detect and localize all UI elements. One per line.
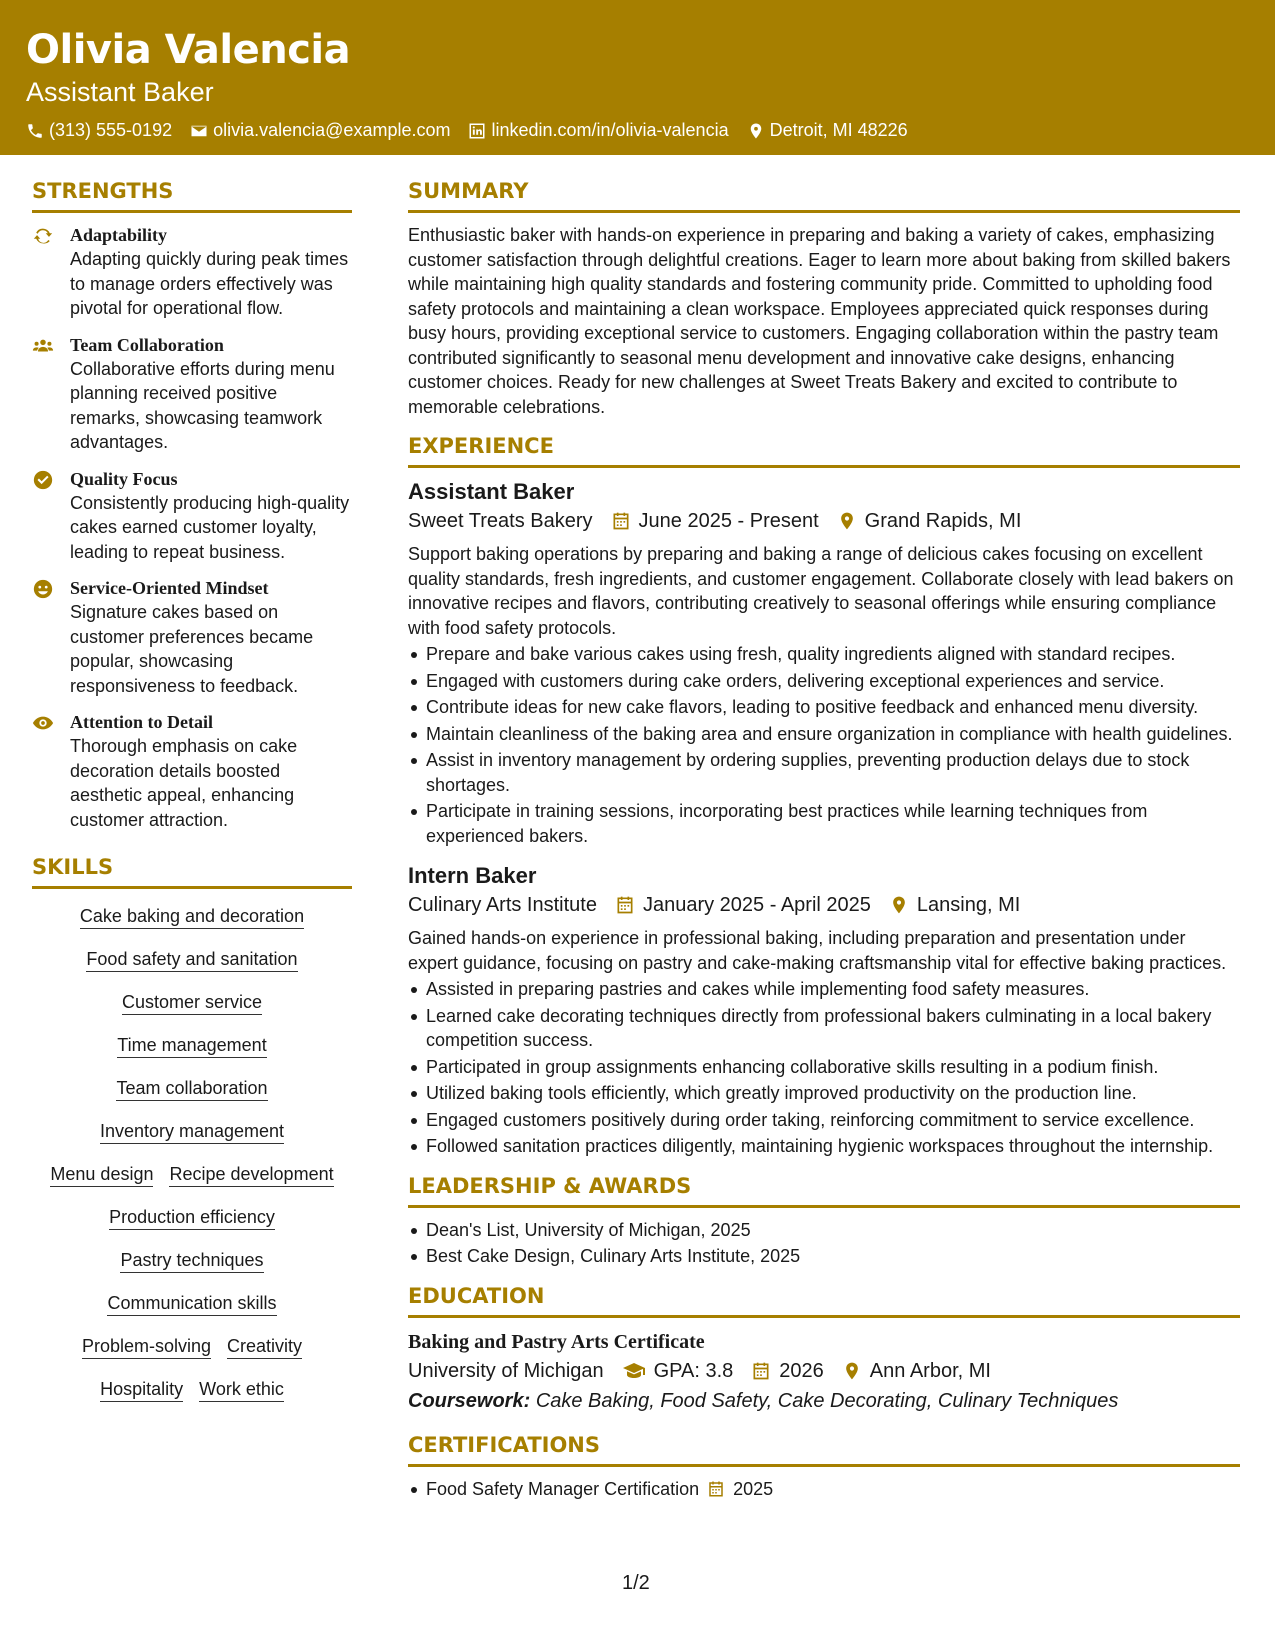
calendar-icon: [615, 895, 635, 915]
skill-tag: Food safety and sanitation: [86, 948, 297, 972]
gpa-text: GPA: 3.8: [653, 1359, 734, 1382]
strength-item: [32, 576, 352, 698]
contact-bar: [26, 120, 1275, 141]
summary-text: Enthusiastic baker with hands-on experience in preparing and baking a variety of cakes, emphasizing customer satisfaction through delightful creations. Eager to learn more about baking from skilled bakers while maintaining high quality standards and fostering community pride. Committed to upholding food safety protocols and maintaining a clean workspace. Employees appreciated quick responses during busy hours, providing exceptional service to customers. Engaging collaboration within the pastry team contributed significantly to seasonal menu development and innovative cake designs, enhancing customer choices. Ready for new challenges at Sweet Treats Bakery and excited to contribute to memorable celebrations.: [408, 225, 1231, 417]
certifications-list: [408, 1477, 1240, 1502]
job-bullet: Assist in inventory management by ordering supplies, preventing production delays due to stock shortages.: [408, 748, 1240, 797]
email-text: olivia.valencia@example.com: [213, 120, 451, 140]
page-number: 1/2: [622, 1572, 650, 1594]
skill-tag: Hospitality: [100, 1378, 183, 1402]
skills-list: [32, 899, 352, 1421]
skill-row: [100, 1378, 284, 1402]
check-circle-icon: [32, 467, 70, 565]
dates-text: June 2025 - Present: [638, 510, 819, 532]
job-bullet: Engaged with customers during cake orders, delivering exceptional experiences and service.: [408, 669, 1240, 694]
job-bullets: [408, 642, 1240, 848]
award-item: Best Cake Design, Culinary Arts Institute, 2025: [408, 1244, 1240, 1269]
phone-icon: [26, 122, 44, 140]
job-description: Support baking operations by preparing and baking a range of delicious cakes focusing on excellent quality standards, fresh ingredients, and customer engagement. Collaborate closely with lead bakers on innovative recipes and flavors, contributing creatively to seasonal offerings while ensuring compliance with food safety protocols.: [408, 544, 1234, 638]
right-column: [408, 178, 1240, 1515]
linkedin-icon: [468, 122, 486, 140]
phone-text: (313) 555-0192: [49, 120, 173, 140]
team-icon: [32, 333, 70, 455]
education-gpa: [622, 1356, 734, 1386]
education-degree: Baking and Pastry Arts Certificate: [408, 1330, 705, 1353]
contact-phone[interactable]: [26, 120, 172, 141]
leadership-heading: LEADERSHIP & AWARDS: [408, 1173, 1240, 1208]
summary-heading: SUMMARY: [408, 178, 1240, 213]
edu-location-text: Ann Arbor, MI: [869, 1359, 991, 1382]
leadership-list: [408, 1218, 1240, 1269]
strength-title: Quality Focus: [70, 468, 178, 489]
company-text: Culinary Arts Institute: [408, 894, 597, 916]
company-text: Sweet Treats Bakery: [408, 510, 593, 532]
skills-heading: SKILLS: [32, 854, 352, 889]
education-location: [842, 1356, 991, 1386]
strength-title: Adaptability: [70, 225, 168, 245]
certifications-heading: CERTIFICATIONS: [408, 1432, 1240, 1467]
job-description: Gained hands-on experience in professional baking, including preparation and presentation under expert guidance, focusing on pastry and cake-making craftsmanship vital for effective baking practices.: [408, 928, 1227, 973]
map-pin-icon: [842, 1361, 862, 1381]
skill-row: [117, 1034, 266, 1058]
job-dates: [615, 890, 871, 920]
job-bullets: [408, 977, 1240, 1159]
candidate-name: Olivia Valencia: [26, 27, 351, 73]
education-school: [408, 1356, 604, 1386]
skill-tag: Production efficiency: [109, 1206, 275, 1230]
job-bullet: Contribute ideas for new cake flavors, leading to positive feedback and enhanced menu diversity.: [408, 695, 1240, 720]
strength-desc: Adapting quickly during peak times to manage orders effectively was pivotal for operational flow.: [70, 249, 349, 318]
strength-item: [32, 467, 352, 565]
map-pin-icon: [889, 895, 909, 915]
job-location-text: Lansing, MI: [916, 894, 1021, 916]
skill-row: [100, 1120, 284, 1144]
education-heading: EDUCATION: [408, 1283, 1240, 1318]
skill-row: [107, 1292, 276, 1316]
skill-row: [109, 1206, 275, 1230]
skill-row: [50, 1163, 333, 1187]
job-location-text: Grand Rapids, MI: [864, 510, 1022, 532]
skill-tag: Work ethic: [199, 1378, 284, 1402]
strength-item: [32, 333, 352, 455]
strengths-list: [32, 223, 352, 832]
calendar-icon: [611, 511, 631, 531]
smile-icon: [32, 576, 70, 698]
job-location: [837, 506, 1022, 536]
school-text: University of Michigan: [408, 1359, 604, 1382]
coursework: [408, 1386, 1240, 1416]
map-pin-icon: [837, 511, 857, 531]
graduation-cap-icon: [622, 1359, 646, 1383]
coursework-label: Coursework:: [408, 1389, 531, 1412]
skill-tag: Pastry techniques: [120, 1249, 263, 1273]
job-title: Assistant Baker: [408, 479, 575, 504]
skill-row: [122, 991, 262, 1015]
job-meta: [408, 506, 1240, 536]
job-bullet: Learned cake decorating techniques directly from professional bakers culminating in a local bakery competition success.: [408, 1004, 1240, 1053]
job-bullet: Participated in group assignments enhancing collaborative skills resulting in a podium finish.: [408, 1055, 1240, 1080]
strength-desc: Signature cakes based on customer preferences became popular, showcasing responsiveness to feedback.: [70, 602, 314, 696]
skill-tag: Customer service: [122, 991, 262, 1015]
contact-email[interactable]: [190, 120, 450, 141]
skill-tag: Recipe development: [169, 1163, 333, 1187]
skill-tag: Time management: [117, 1034, 266, 1058]
envelope-icon: [190, 122, 208, 140]
contact-linkedin[interactable]: [468, 120, 728, 141]
skill-row: [80, 905, 304, 929]
year-text: 2026: [779, 1359, 824, 1382]
education-year: [751, 1356, 824, 1386]
job-bullet: Maintain cleanliness of the baking area and ensure organization in compliance with health guidelines.: [408, 722, 1240, 747]
calendar-icon: [707, 1480, 725, 1498]
map-pin-icon: [747, 122, 765, 140]
job-entry: [408, 862, 1240, 1159]
strength-title: Team Collaboration: [70, 334, 224, 355]
strength-title: Service-Oriented Mindset: [70, 578, 269, 598]
dates-text: January 2025 - April 2025: [642, 894, 871, 916]
job-bullet: Followed sanitation practices diligently, maintaining hygienic workspaces throughout the internship.: [408, 1134, 1240, 1159]
job-meta: [408, 890, 1240, 920]
skill-tag: Problem-solving: [82, 1335, 211, 1359]
strengths-heading: STRENGTHS: [32, 178, 352, 213]
skill-row: [120, 1249, 263, 1273]
candidate-role: Assistant Baker: [26, 77, 214, 107]
strength-item: [32, 710, 352, 832]
left-column: [32, 178, 352, 1421]
strength-desc: Thorough emphasis on cake decoration details boosted aesthetic appeal, enhancing customer attraction.: [70, 736, 298, 830]
certification-item: [408, 1477, 1240, 1502]
location-text: Detroit, MI 48226: [769, 120, 908, 140]
job-bullet: Prepare and bake various cakes using fresh, quality ingredients aligned with standard recipes.: [408, 642, 1240, 667]
calendar-icon: [751, 1361, 771, 1381]
job-bullet: Participate in training sessions, incorporating best practices while learning techniques from experienced bakers.: [408, 799, 1240, 848]
job-bullet: Engaged customers positively during order taking, reinforcing commitment to service excellence.: [408, 1108, 1240, 1133]
job-bullet: Utilized baking tools efficiently, which greatly improved productivity on the production line.: [408, 1081, 1240, 1106]
eye-icon: [32, 710, 70, 832]
linkedin-text: linkedin.com/in/olivia-valencia: [491, 120, 729, 140]
job-company: [408, 506, 593, 536]
sync-icon: [32, 223, 70, 321]
award-item: Dean's List, University of Michigan, 2025: [408, 1218, 1240, 1243]
skill-tag: Creativity: [227, 1335, 302, 1359]
skill-tag: Team collaboration: [116, 1077, 267, 1101]
job-dates: [611, 506, 819, 536]
certification-row: [426, 1477, 1240, 1502]
skill-tag: Inventory management: [100, 1120, 284, 1144]
contact-location: [747, 120, 908, 141]
job-entry: [408, 478, 1240, 848]
resume-header: [0, 0, 1275, 155]
skill-row: [86, 948, 297, 972]
experience-list: [408, 478, 1240, 1159]
experience-heading: EXPERIENCE: [408, 433, 1240, 468]
skill-tag: Communication skills: [107, 1292, 276, 1316]
cert-name: Food Safety Manager Certification: [426, 1478, 700, 1499]
job-location: [889, 890, 1020, 920]
skill-row: [82, 1335, 302, 1359]
education-meta: [408, 1356, 1240, 1386]
job-title: Intern Baker: [408, 863, 537, 888]
skill-row: [116, 1077, 267, 1101]
strength-desc: Consistently producing high-quality cakes earned customer loyalty, leading to repeat business.: [70, 492, 350, 562]
job-bullet: Assisted in preparing pastries and cakes while implementing food safety measures.: [408, 977, 1240, 1002]
strength-desc: Collaborative efforts during menu planning received positive remarks, showcasing teamwork advantages.: [70, 358, 335, 452]
strength-item: [32, 223, 352, 321]
job-company: [408, 890, 597, 920]
strength-title: Attention to Detail: [70, 712, 213, 732]
skill-tag: Menu design: [50, 1163, 153, 1187]
cert-year: 2025: [733, 1478, 774, 1499]
skill-tag: Cake baking and decoration: [80, 905, 304, 929]
coursework-text: Cake Baking, Food Safety, Cake Decorating, Culinary Techniques: [535, 1389, 1119, 1412]
